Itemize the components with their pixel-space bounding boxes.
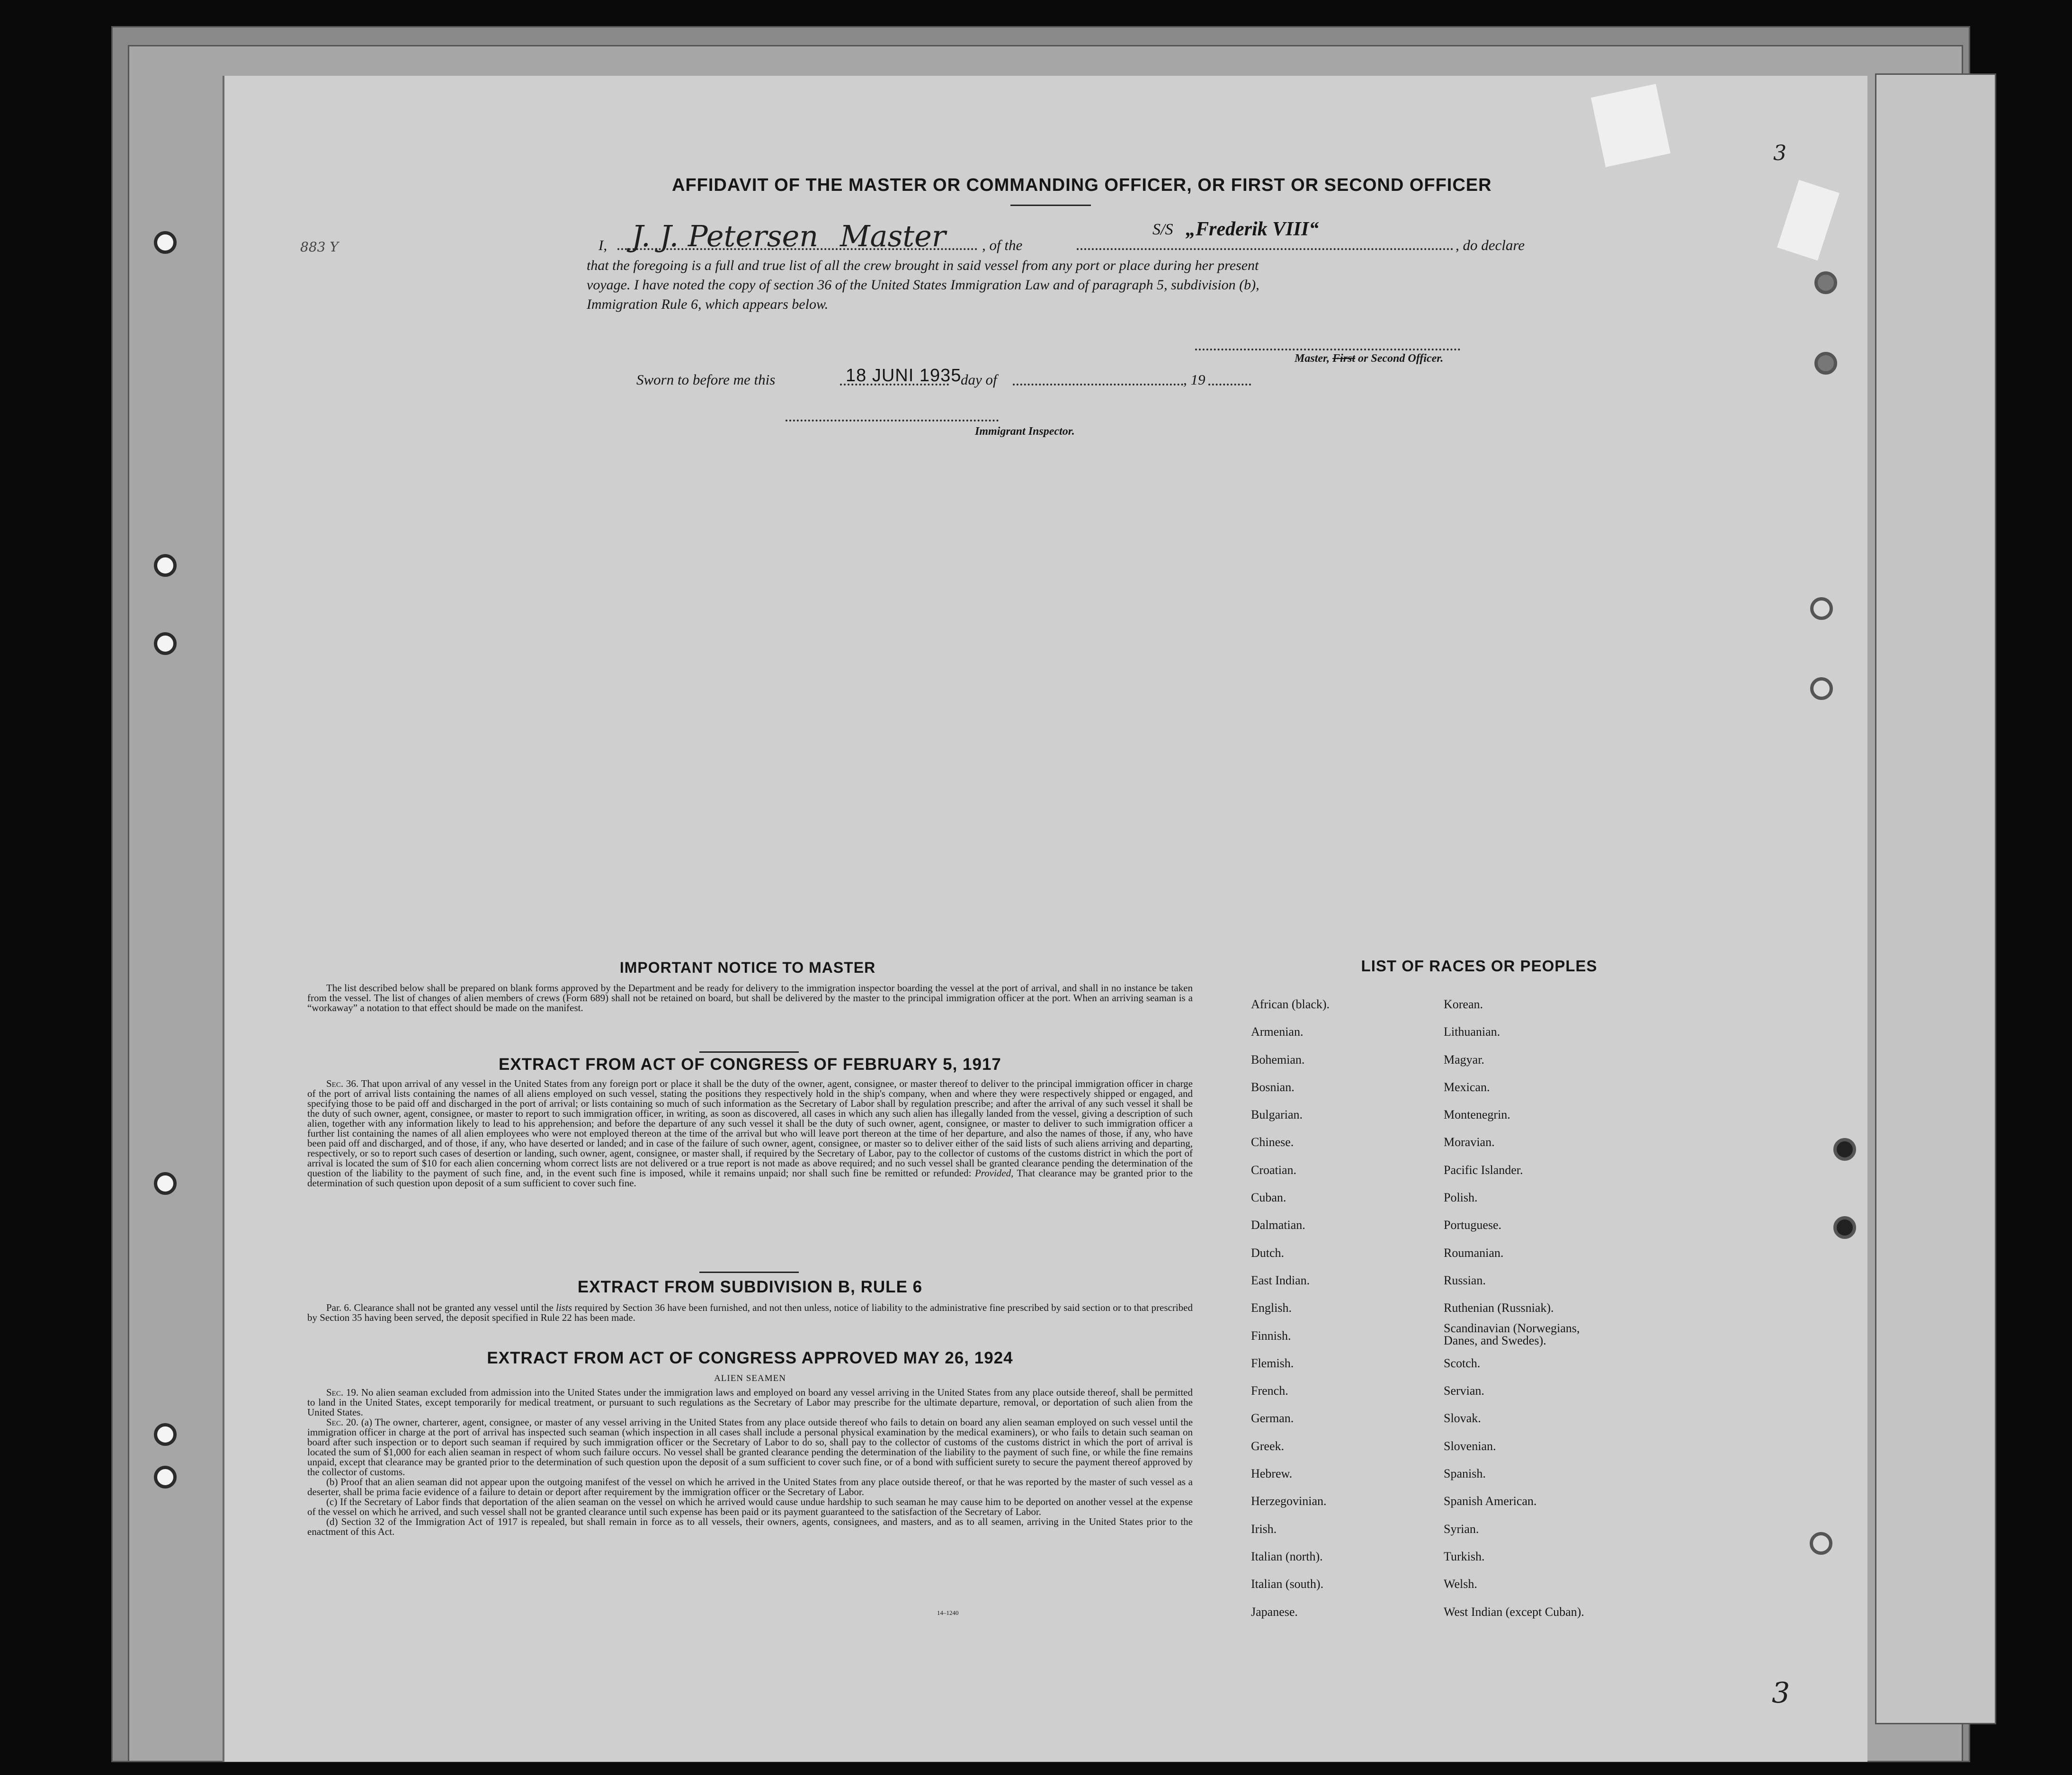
race-item: Portuguese.	[1444, 1218, 1502, 1232]
rule6-text-b: required by Section 36 have been furnished, and not then unless, notice of liability to the administrative fine prescribed by said section or to that prescribed by Section 35 having been served, the deposit specified in Rule 22 has been made.	[307, 1302, 1193, 1323]
sec-20d-text: (d) Section 32 of the Immigration Act of 1917 is repealed, but shall remain in force as to all vessels, their owners, agents, consignees, and masters, and as to all seamen, arriving in the United States prior to the enactment of this Act.	[307, 1516, 1193, 1537]
race-item: Irish.	[1251, 1522, 1277, 1536]
vessel-name: „Frederik VIII“	[1186, 218, 1319, 240]
sworn-date-stamp: 18 JUNI 1935	[846, 366, 962, 385]
master-signature-label	[1295, 352, 1443, 365]
race-item: Servian.	[1444, 1384, 1484, 1398]
binder-hole	[154, 554, 177, 577]
sec-36-text: That upon arrival of any vessel in the United States from any foreign port or place it shall be the duty of the owner, agent, consignee, or master thereof to deliver to the principal immigration officer in charge of the port of arrival lists containing the names of all aliens employed on such vessel, stating the positions they respectively hold in the ship's company, when and where they were respectively shipped or engaged, and specifying those to be paid off and discharged in the port of arrival; or lists containing so much of such information as the Secretary of Labor shall by regulation prescribe; and after the arrival of any such vessel it shall be the duty of such owner, agent, consignee, or master to report to such immigration officer, in writing, as soon as discovered, all cases in which any such alien has illegally landed from the vessel, giving a description of such alien, together with any information likely to lead to his apprehension; and before the departure of any such vessel it shall be the duty of such owner, agent, consignee, or master to deliver to such immigration officer a further list containing the names of all alien employees who were not employed thereon at the time of the arrival but who will leave port thereon at the time of her departure, and also the names of those, if any, who have been paid off and discharged, and of those, if any, who have deserted or landed; and in case of the failure of such owner, agent, consignee, or master so to deliver either of the said lists of such aliens arriving and departing, respectively, or so to report such cases of desertion or landing, such owner, agent, consignee, or master shall, if required by the Secretary of Labor, pay to the collector of customs of the customs district in which the port of arrival is located the sum of $10 for each alien concerning whom correct lists are not delivered or a true report is not made as above required; and no such vessel shall be granted clearance pending the determination of the question of the liability to the payment of such fine, and, in the event such fine is imposed, while it remains unpaid; nor shall such fine be remitted or refunded:	[307, 1079, 1193, 1179]
par-6-label: Par. 6.	[326, 1302, 352, 1313]
race-item: West Indian (except Cuban).	[1444, 1605, 1584, 1619]
race-item: Slovenian.	[1444, 1439, 1496, 1453]
vessel-prefix: S/S	[1152, 221, 1173, 238]
race-item: Spanish American.	[1444, 1494, 1537, 1508]
races-title: LIST OF RACES OR PEOPLES	[1361, 957, 1598, 975]
race-item: Bohemian.	[1251, 1052, 1305, 1067]
race-item: Slovak.	[1444, 1411, 1481, 1425]
sec-36-text-end: That clearance may be granted prior to the determination of such question upon deposit of a sum sufficient to cover such fine.	[307, 1167, 1193, 1189]
race-item: African (black).	[1251, 997, 1330, 1011]
signer-name: J. J. Petersen	[632, 219, 819, 253]
sec-36-label: Sec. 36.	[326, 1079, 359, 1089]
races-left-column	[1251, 991, 1431, 1626]
race-item: Chinese.	[1251, 1135, 1294, 1149]
affidavit-line-4: Immigration Rule 6, which appears below.	[587, 296, 829, 312]
race-item: Montenegrin.	[1444, 1108, 1510, 1122]
section-rule	[699, 1051, 799, 1053]
punch-hole	[1810, 677, 1833, 700]
sec-20a-paragraph	[307, 1417, 1193, 1477]
extract-rule6-text	[307, 1303, 1193, 1323]
binder-hole	[154, 1172, 177, 1195]
sec-19-label: Sec. 19.	[326, 1388, 359, 1398]
race-item: Finnish.	[1251, 1328, 1291, 1343]
race-item: German.	[1251, 1411, 1294, 1425]
torn-corner	[1591, 84, 1670, 167]
signer-role: Master	[840, 219, 946, 253]
form-number: 14–1240	[937, 1609, 959, 1616]
punch-hole	[1833, 1138, 1856, 1161]
race-item: French.	[1251, 1384, 1288, 1398]
year-label: , 19	[1183, 371, 1206, 388]
day-of-label: day of	[961, 371, 997, 388]
sig-second: Second Officer.	[1371, 352, 1444, 365]
race-item: Croatian.	[1251, 1163, 1297, 1177]
race-item: Bulgarian.	[1251, 1108, 1303, 1122]
lists-word: lists	[556, 1302, 572, 1313]
race-item: Scandinavian (Norwegians, Danes, and Swedes).	[1444, 1321, 1580, 1347]
rule6-text-a: Clearance shall not be granted any vessel until the	[354, 1302, 554, 1313]
inspector-signature-line	[786, 420, 999, 421]
master-signature-line	[1195, 349, 1460, 350]
do-declare-label: , do declare	[1456, 237, 1525, 253]
sig-first: First	[1332, 352, 1356, 365]
race-item: Italian (south).	[1251, 1577, 1324, 1591]
sec-19-paragraph	[307, 1388, 1193, 1417]
race-item: Bosnian.	[1251, 1080, 1295, 1094]
race-item: Spanish.	[1444, 1467, 1486, 1481]
race-item: Scotch.	[1444, 1356, 1481, 1370]
punch-hole	[1814, 271, 1837, 294]
race-item: Greek.	[1251, 1439, 1285, 1453]
race-item: Herzegovinian.	[1251, 1494, 1327, 1508]
race-item: East Indian.	[1251, 1273, 1310, 1287]
race-item: Magyar.	[1444, 1052, 1484, 1067]
punch-hole	[1833, 1216, 1856, 1239]
race-item: Mexican.	[1444, 1080, 1490, 1094]
race-item: Russian.	[1444, 1273, 1486, 1287]
inspector-label: Immigrant Inspector.	[975, 425, 1075, 438]
alien-seamen-subtitle: ALIEN SEAMEN	[714, 1373, 786, 1383]
sec-20a-text: (a) The owner, charterer, agent, consignee, or master of any vessel arriving in the United States from any place outside thereof who fails to detain on board any alien seaman employed on such vessel until the immigration officer in charge at the port of arrival has inspected such seaman (which inspection in all cases shall include a personal physical examination by the medical examiners), or who fails to detain such seaman on board after such inspection or to deport such seaman if required by such immigration officer or the Secretary of Labor to do so, shall pay to the collector of customs of the customs district in which the port of arrival is located the sum of $1,000 for each alien seaman in respect of whom such failure occurs. No vessel shall be granted clearance pending the determination of the liability to the payment of such fine, or while the fine remains unpaid, except that clearance may be granted prior to the determination of such question upon the deposit of a sum sufficient to cover such fine, or of a bond with sufficient surety to secure the payment thereof approved by the collector of customs.	[307, 1416, 1193, 1478]
race-item: Korean.	[1444, 997, 1483, 1011]
races-right-column	[1444, 991, 1643, 1626]
margin-note: 883 Y	[300, 239, 339, 255]
race-item: Syrian.	[1444, 1522, 1479, 1536]
vessel-line	[1077, 248, 1453, 250]
punch-hole	[1810, 597, 1833, 620]
section-rule	[699, 1272, 799, 1273]
sig-master: Master,	[1295, 352, 1330, 365]
extract-1924-title: EXTRACT FROM ACT OF CONGRESS APPROVED MAY 26, 1924	[487, 1349, 1013, 1367]
binder-hole	[154, 231, 177, 254]
race-item: Hebrew.	[1251, 1467, 1293, 1481]
affidavit-line-2: that the foregoing is a full and true list of all the crew brought in said vessel from any port or place during her present	[587, 258, 1259, 273]
race-item: Flemish.	[1251, 1356, 1294, 1370]
race-item: Cuban.	[1251, 1191, 1286, 1205]
sworn-label: Sworn to before me this	[636, 371, 776, 388]
provided-word: Provided,	[974, 1167, 1014, 1179]
race-item: Japanese.	[1251, 1605, 1298, 1619]
sec-20c-text: (c) If the Secretary of Labor finds that deportation of the alien seaman on the vessel on which he arrived would cause undue hardship to such seaman he may cause him to be deported on another vessel at the expense of the vessel on which he arrived, and such vessel shall not be granted clearance until such expense has been paid or its payment guaranteed to the satisfaction of the Secretary of Labor.	[307, 1496, 1193, 1517]
race-item: Polish.	[1444, 1191, 1478, 1205]
page-number: 3	[1772, 1676, 1790, 1710]
page-mark: 3	[1773, 141, 1786, 165]
title-rule	[1010, 205, 1091, 206]
extract-1917-text	[307, 1079, 1193, 1264]
i-label: I,	[598, 237, 607, 253]
affidavit-line-3: voyage. I have noted the copy of section 36 of the United States Immigration Law and of paragraph 5, subdivision (b),	[587, 277, 1259, 293]
notice-text: The list described below shall be prepared on blank forms approved by the Department and be ready for delivery to the immigration inspector boarding the vessel at the port of arrival, and shall in no instance be taken from the vessel. The list of changes of alien members of crews (Form 689) shall not be retained on board, but shall be delivered by the master to the principal immigration officer at the port. When an arriving seaman is a “workaway” a notation to that effect should be made on the manifest.	[307, 982, 1193, 1013]
race-item: Ruthenian (Russniak).	[1444, 1301, 1554, 1315]
affidavit-title: AFFIDAVIT OF THE MASTER OR COMMANDING OFFICER, OR FIRST OR SECOND OFFICER	[672, 175, 1492, 195]
race-item: English.	[1251, 1301, 1292, 1315]
month-line	[1013, 384, 1183, 385]
sec-20-label: Sec. 20.	[326, 1416, 359, 1428]
affidavit-page	[223, 76, 1867, 1762]
punch-hole	[1814, 352, 1837, 375]
binder-hole	[154, 632, 177, 655]
race-item: Pacific Islander.	[1444, 1163, 1523, 1177]
of-the-label: , of the	[982, 237, 1023, 253]
race-item: Italian (north).	[1251, 1549, 1323, 1563]
punch-hole	[1810, 1532, 1832, 1555]
notice-title: IMPORTANT NOTICE TO MASTER	[619, 959, 876, 976]
torn-corner	[1777, 180, 1840, 260]
race-item: Dalmatian.	[1251, 1218, 1305, 1232]
race-item: Armenian.	[1251, 1025, 1304, 1039]
binder-hole	[154, 1423, 177, 1446]
year-line	[1208, 384, 1251, 385]
sig-or: or	[1358, 352, 1368, 365]
sec-20b-text: (b) Proof that an alien seaman did not appear upon the outgoing manifest of the vessel on which he arrived in the United States from any place outside thereof, or that he was reported by the master of such vessel as a deserter, shall be prima facie evidence of a failure to detain or deport after requirement by the immigration officer or the Secretary of Labor.	[307, 1476, 1193, 1497]
race-item: Dutch.	[1251, 1246, 1285, 1260]
race-item: Welsh.	[1444, 1577, 1477, 1591]
binder-hole	[154, 1466, 177, 1488]
background-sheet-edge	[1875, 73, 1996, 1724]
extract-1924-text	[307, 1388, 1193, 1624]
race-item: Moravian.	[1444, 1135, 1495, 1149]
extract-rule6-title: EXTRACT FROM SUBDIVISION B, RULE 6	[577, 1278, 923, 1296]
race-item: Turkish.	[1444, 1549, 1485, 1563]
race-item: Lithuanian.	[1444, 1025, 1500, 1039]
extract-1917-title: EXTRACT FROM ACT OF CONGRESS OF FEBRUARY 5, 1917	[499, 1055, 1001, 1074]
sec-19-text: No alien seaman excluded from admission into the United States under the immigration laws and employed on board any vessel arriving in the United States from any place outside thereof, shall be permitted to land in the United States, except temporarily for medical treatment, or pursuant to such regulations as the Secretary of Labor may prescribe for the ultimate departure, removal, or deportation of such alien from the United States.	[307, 1388, 1193, 1418]
race-item: Roumanian.	[1444, 1246, 1504, 1260]
